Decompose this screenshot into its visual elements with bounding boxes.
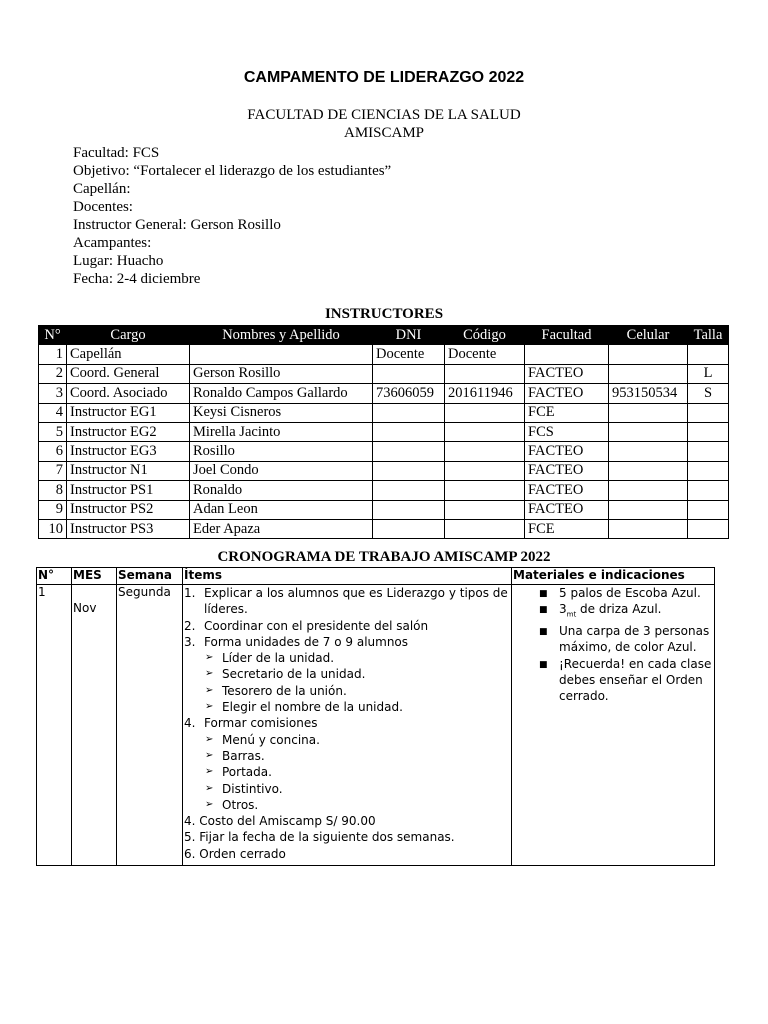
table-cell	[373, 422, 445, 441]
table-cell	[688, 442, 729, 461]
table-cell: 8	[39, 481, 67, 500]
arrow-bullet-icon: ➢	[205, 652, 214, 664]
table-row	[39, 364, 729, 383]
schedule-header-row	[37, 568, 715, 585]
table-cell	[609, 500, 688, 519]
table-cell: Gerson Rosillo	[190, 364, 373, 383]
table-cell: Ronaldo Campos Gallardo	[190, 384, 373, 403]
arrow-bullet-icon: ➢	[205, 749, 214, 761]
table-cell: 7	[39, 461, 67, 480]
schedule-week: Segunda	[117, 585, 183, 866]
table-cell	[688, 500, 729, 519]
info-date: Fecha: 2-4 diciembre	[73, 271, 201, 287]
table-cell: Docente	[373, 345, 445, 364]
arrow-bullet-icon: ➢	[205, 766, 214, 778]
table-cell	[373, 500, 445, 519]
table-cell: S	[688, 384, 729, 403]
table-cell	[373, 519, 445, 538]
table-cell	[445, 500, 525, 519]
table-cell	[190, 345, 373, 364]
list-item: 1. Explicar a los alumnos que es Liderazgo y tipos de	[184, 586, 508, 600]
instructors-table	[38, 325, 729, 539]
table-cell: 4	[39, 403, 67, 422]
info-place: Lugar: Huacho	[73, 253, 164, 269]
sub-list-item: ➢ Líder de la unidad.	[205, 651, 335, 666]
table-cell: 2	[39, 364, 67, 383]
info-chaplain: Capellán:	[73, 181, 131, 197]
table-cell: FACTEO	[525, 481, 609, 500]
table-cell: FCE	[525, 519, 609, 538]
square-bullet-icon: ■	[539, 605, 548, 616]
info-objective: Objetivo: “Fortalecer el liderazgo de los estudiantes”	[73, 163, 392, 179]
table-cell: Mirella Jacinto	[190, 422, 373, 441]
col-header: DNI	[373, 326, 445, 345]
square-bullet-icon: ■	[539, 589, 548, 599]
camp-info	[73, 144, 391, 288]
table-cell: 1	[39, 345, 67, 364]
table-row	[39, 519, 729, 538]
table-cell	[525, 345, 609, 364]
table-cell: FACTEO	[525, 461, 609, 480]
info-general-instructor: Instructor General: Gerson Rosillo	[73, 217, 281, 233]
list-item: 4. Costo del Amiscamp S/ 90.00	[184, 814, 376, 829]
info-faculty: Facultad: FCS	[73, 145, 160, 161]
table-cell	[688, 422, 729, 441]
col-header: N°	[37, 568, 72, 585]
table-cell	[688, 345, 729, 364]
table-cell	[688, 461, 729, 480]
table-cell	[688, 403, 729, 422]
table-cell: Instructor PS1	[67, 481, 190, 500]
arrow-bullet-icon: ➢	[205, 668, 214, 680]
schedule-materials	[512, 585, 715, 866]
col-header: Talla	[688, 326, 729, 345]
table-cell: FACTEO	[525, 384, 609, 403]
arrow-bullet-icon: ➢	[205, 733, 214, 745]
page-title: CAMPAMENTO DE LIDERAZGO 2022	[243, 69, 525, 86]
table-cell: Ronaldo	[190, 481, 373, 500]
table-cell: Keysi Cisneros	[190, 403, 373, 422]
table-cell	[609, 345, 688, 364]
col-header: Ítems	[183, 568, 512, 585]
table-cell: Instructor PS2	[67, 500, 190, 519]
col-header: Facultad	[525, 326, 609, 345]
table-cell: Coord. Asociado	[67, 384, 190, 403]
table-cell: Eder Apaza	[190, 519, 373, 538]
table-cell: Coord. General	[67, 364, 190, 383]
table-cell: Instructor EG2	[67, 422, 190, 441]
table-cell: Docente	[445, 345, 525, 364]
table-cell: 10	[39, 519, 67, 538]
table-row	[37, 585, 715, 866]
table-row	[39, 422, 729, 441]
table-cell	[445, 481, 525, 500]
table-cell: Instructor PS3	[67, 519, 190, 538]
table-cell: Capellán	[67, 345, 190, 364]
table-cell: Instructor EG1	[67, 403, 190, 422]
table-cell: FACTEO	[525, 442, 609, 461]
sub-list-item: ➢ Elegir el nombre de la unidad.	[205, 700, 403, 715]
table-cell	[609, 481, 688, 500]
sub-list-item: ➢ Menú y concina.	[205, 732, 320, 747]
table-cell	[688, 519, 729, 538]
schedule-items	[183, 585, 512, 866]
table-cell	[609, 422, 688, 441]
schedule-num: 1	[37, 585, 72, 866]
list-item-continuation: líderes.	[204, 602, 248, 617]
table-cell	[445, 403, 525, 422]
col-header: Nombres y Apellido	[190, 326, 373, 345]
org-heading: AMISCAMP	[343, 125, 425, 141]
material-item: ■ Una carpa de 3 personas máximo, de color Azul.	[539, 623, 710, 655]
table-cell: 5	[39, 422, 67, 441]
table-cell: 9	[39, 500, 67, 519]
list-item: 6. Orden cerrado	[184, 846, 286, 861]
sub-list-item: ➢ Tesorero de la unión.	[205, 683, 347, 698]
sub-list-item: ➢ Barras.	[205, 748, 265, 763]
table-row	[39, 345, 729, 364]
table-cell	[609, 403, 688, 422]
info-campers: Acampantes:	[73, 235, 152, 251]
arrow-bullet-icon: ➢	[205, 782, 214, 794]
col-header: MES	[72, 568, 117, 585]
material-item: ■ $3_{mt}$ de driza Azul.	[539, 602, 662, 619]
table-cell	[373, 442, 445, 461]
table-cell	[445, 519, 525, 538]
table-cell	[609, 364, 688, 383]
table-cell	[445, 442, 525, 461]
col-header: Celular	[609, 326, 688, 345]
table-cell	[373, 364, 445, 383]
arrow-bullet-icon: ➢	[205, 684, 214, 696]
table-cell	[445, 364, 525, 383]
square-bullet-icon: ■	[539, 659, 548, 670]
sub-list-item: ➢ Distintivo.	[205, 781, 283, 796]
square-bullet-icon: ■	[539, 626, 548, 637]
table-cell: 201611946	[445, 384, 525, 403]
table-cell: L	[688, 364, 729, 383]
table-cell: FCE	[525, 403, 609, 422]
schedule-month: Nov	[72, 585, 117, 866]
table-cell	[373, 481, 445, 500]
table-row	[39, 442, 729, 461]
schedule-table	[36, 567, 715, 866]
table-row	[39, 461, 729, 480]
table-cell: 6	[39, 442, 67, 461]
table-cell: FACTEO	[525, 500, 609, 519]
table-cell	[609, 461, 688, 480]
table-cell: 3	[39, 384, 67, 403]
instructors-title: INSTRUCTORES	[324, 306, 444, 322]
col-header: Código	[445, 326, 525, 345]
table-cell: Rosillo	[190, 442, 373, 461]
sub-list-item: ➢ Secretario de la unidad.	[205, 667, 366, 682]
material-item: ■ ¡Recuerda! en cada clase debes enseñar el Orden cerrado.	[539, 656, 712, 704]
col-header: Semana	[117, 568, 183, 585]
faculty-heading: FACULTAD DE CIENCIAS DE LA SALUD	[247, 107, 521, 123]
table-row	[39, 481, 729, 500]
schedule-title: CRONOGRAMA DE TRABAJO AMISCAMP 2022	[217, 549, 551, 565]
table-cell: Joel Condo	[190, 461, 373, 480]
table-cell	[445, 461, 525, 480]
list-item: 4. Formar comisiones	[184, 716, 318, 731]
table-cell	[373, 403, 445, 422]
arrow-bullet-icon: ➢	[205, 701, 214, 713]
table-cell	[688, 481, 729, 500]
col-header: Materiales e indicaciones	[512, 568, 715, 585]
table-row	[39, 403, 729, 422]
list-item: 3. Forma unidades de 7 o 9 alumnos	[184, 634, 409, 649]
arrow-bullet-icon: ➢	[205, 798, 214, 810]
table-row	[39, 384, 729, 403]
material-item: ■ 5 palos de Escoba Azul.	[513, 585, 713, 601]
table-cell: 953150534	[609, 384, 688, 403]
list-item: 2. Coordinar con el presidente del salón	[184, 618, 429, 633]
col-header: N°	[39, 326, 67, 345]
table-cell: Instructor EG3	[67, 442, 190, 461]
table-row	[39, 500, 729, 519]
table-cell	[445, 422, 525, 441]
table-cell	[609, 519, 688, 538]
table-cell: Adan Leon	[190, 500, 373, 519]
info-teachers: Docentes:	[73, 199, 133, 215]
table-cell: 73606059	[373, 384, 445, 403]
table-cell	[373, 461, 445, 480]
sub-list-item: ➢ Otros.	[205, 797, 259, 812]
sub-list-item: ➢ Portada.	[205, 765, 272, 780]
instructors-header-row	[39, 326, 729, 345]
list-item: 5. Fijar la fecha de la siguiente dos semanas.	[184, 830, 455, 845]
table-cell	[609, 442, 688, 461]
table-cell: Instructor N1	[67, 461, 190, 480]
table-cell: FCS	[525, 422, 609, 441]
col-header: Cargo	[67, 326, 190, 345]
table-cell: FACTEO	[525, 364, 609, 383]
